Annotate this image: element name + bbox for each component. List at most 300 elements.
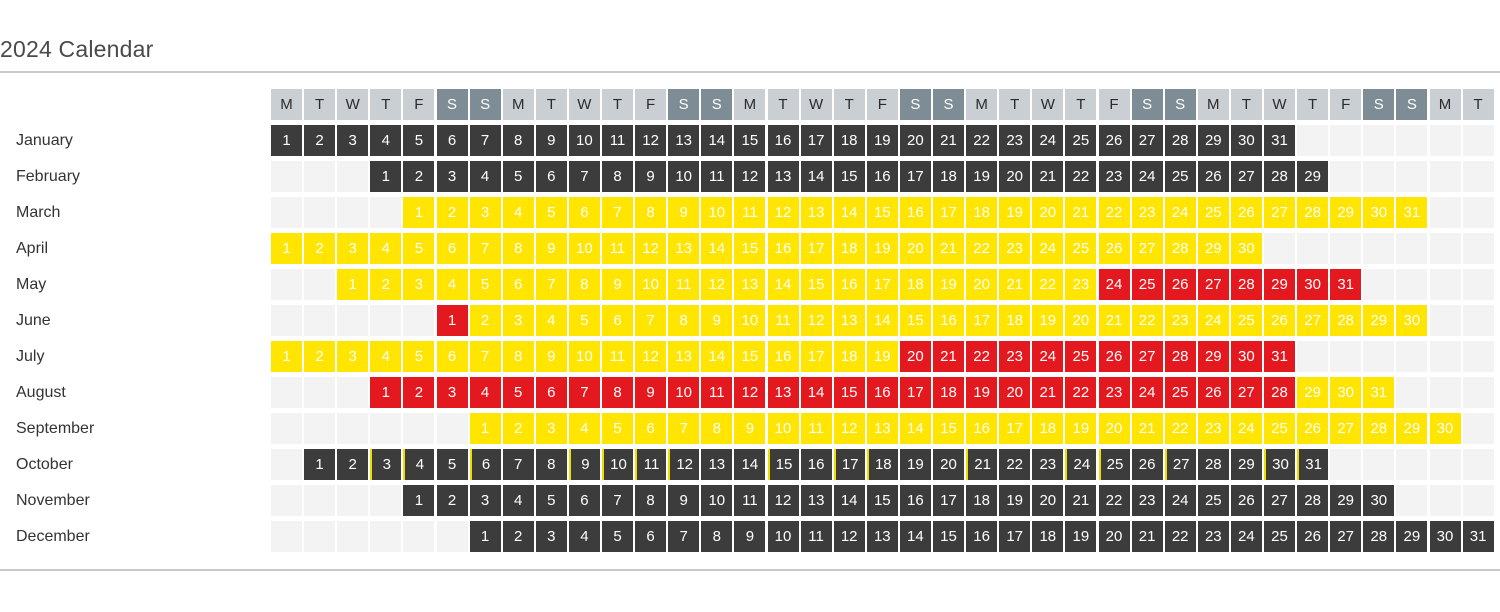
day-cell[interactable]: 18 xyxy=(966,485,997,516)
day-cell[interactable]: 8 xyxy=(503,233,534,264)
day-cell[interactable]: 10 xyxy=(569,125,600,156)
day-cell[interactable]: 25 xyxy=(1065,125,1096,156)
day-cell[interactable]: 6 xyxy=(536,377,567,408)
day-cell[interactable]: 16 xyxy=(867,161,898,192)
day-cell[interactable]: 7 xyxy=(536,269,567,300)
day-cell[interactable]: 6 xyxy=(503,269,534,300)
day-cell[interactable]: 12 xyxy=(635,125,666,156)
day-cell[interactable]: 16 xyxy=(933,305,964,336)
day-cell[interactable]: 18 xyxy=(1032,521,1063,552)
day-cell[interactable]: 20 xyxy=(1099,521,1130,552)
day-cell[interactable]: 25 xyxy=(1231,305,1262,336)
day-cell[interactable]: 10 xyxy=(701,485,732,516)
day-cell[interactable]: 6 xyxy=(437,233,468,264)
day-cell[interactable]: 16 xyxy=(801,449,832,480)
day-cell[interactable]: 20 xyxy=(1032,197,1063,228)
day-cell[interactable]: 23 xyxy=(1132,485,1163,516)
day-cell[interactable]: 21 xyxy=(1132,413,1163,444)
day-cell[interactable]: 11 xyxy=(602,125,633,156)
day-cell[interactable]: 15 xyxy=(734,341,765,372)
day-cell[interactable]: 9 xyxy=(536,125,567,156)
day-cell[interactable]: 15 xyxy=(867,485,898,516)
day-cell[interactable]: 7 xyxy=(569,161,600,192)
day-cell[interactable]: 28 xyxy=(1297,485,1328,516)
day-cell[interactable]: 30 xyxy=(1297,269,1328,300)
day-cell[interactable]: 13 xyxy=(668,233,699,264)
day-cell[interactable]: 11 xyxy=(602,233,633,264)
day-cell[interactable]: 23 xyxy=(1099,377,1130,408)
day-cell[interactable]: 5 xyxy=(536,485,567,516)
day-cell[interactable]: 21 xyxy=(1132,521,1163,552)
day-cell[interactable]: 23 xyxy=(1198,413,1229,444)
day-cell[interactable]: 27 xyxy=(1330,521,1361,552)
day-cell[interactable]: 8 xyxy=(701,413,732,444)
day-cell[interactable]: 8 xyxy=(503,341,534,372)
day-cell[interactable]: 18 xyxy=(867,449,898,480)
day-cell[interactable]: 12 xyxy=(834,521,865,552)
day-cell[interactable]: 5 xyxy=(503,161,534,192)
day-cell[interactable]: 23 xyxy=(1132,197,1163,228)
day-cell[interactable]: 4 xyxy=(569,413,600,444)
day-cell[interactable]: 9 xyxy=(734,413,765,444)
day-cell[interactable]: 14 xyxy=(867,305,898,336)
day-cell[interactable]: 17 xyxy=(867,269,898,300)
day-cell[interactable]: 23 xyxy=(999,233,1030,264)
day-cell[interactable]: 23 xyxy=(1099,161,1130,192)
day-cell[interactable]: 31 xyxy=(1264,125,1295,156)
day-cell[interactable]: 26 xyxy=(1099,125,1130,156)
day-cell[interactable]: 11 xyxy=(668,269,699,300)
day-cell[interactable]: 17 xyxy=(933,485,964,516)
day-cell[interactable]: 7 xyxy=(470,125,501,156)
day-cell[interactable]: 5 xyxy=(403,233,434,264)
day-cell[interactable]: 25 xyxy=(1165,377,1196,408)
day-cell[interactable]: 2 xyxy=(403,377,434,408)
day-cell[interactable]: 3 xyxy=(536,521,567,552)
day-cell[interactable]: 9 xyxy=(536,233,567,264)
day-cell[interactable]: 24 xyxy=(1099,269,1130,300)
day-cell[interactable]: 2 xyxy=(437,485,468,516)
day-cell[interactable]: 31 xyxy=(1330,269,1361,300)
day-cell[interactable]: 2 xyxy=(304,341,335,372)
day-cell[interactable]: 16 xyxy=(768,341,799,372)
day-cell[interactable]: 25 xyxy=(1099,449,1130,480)
day-cell[interactable]: 17 xyxy=(900,161,931,192)
day-cell[interactable]: 3 xyxy=(437,161,468,192)
day-cell[interactable]: 3 xyxy=(470,485,501,516)
day-cell[interactable]: 30 xyxy=(1396,305,1427,336)
day-cell[interactable]: 30 xyxy=(1363,197,1394,228)
day-cell[interactable]: 8 xyxy=(503,125,534,156)
day-cell[interactable]: 3 xyxy=(337,233,368,264)
day-cell[interactable]: 27 xyxy=(1231,377,1262,408)
day-cell[interactable]: 1 xyxy=(370,377,401,408)
day-cell[interactable]: 27 xyxy=(1132,233,1163,264)
day-cell[interactable]: 2 xyxy=(370,269,401,300)
day-cell[interactable]: 22 xyxy=(966,341,997,372)
day-cell[interactable]: 1 xyxy=(403,485,434,516)
day-cell[interactable]: 17 xyxy=(834,449,865,480)
day-cell[interactable]: 10 xyxy=(668,377,699,408)
day-cell[interactable]: 18 xyxy=(1032,413,1063,444)
day-cell[interactable]: 24 xyxy=(1065,449,1096,480)
day-cell[interactable]: 12 xyxy=(801,305,832,336)
day-cell[interactable]: 29 xyxy=(1330,197,1361,228)
day-cell[interactable]: 15 xyxy=(933,521,964,552)
day-cell[interactable]: 21 xyxy=(933,341,964,372)
day-cell[interactable]: 12 xyxy=(701,269,732,300)
day-cell[interactable]: 16 xyxy=(900,485,931,516)
day-cell[interactable]: 18 xyxy=(834,233,865,264)
day-cell[interactable]: 29 xyxy=(1297,377,1328,408)
day-cell[interactable]: 21 xyxy=(1065,485,1096,516)
day-cell[interactable]: 4 xyxy=(403,449,434,480)
day-cell[interactable]: 15 xyxy=(768,449,799,480)
day-cell[interactable]: 24 xyxy=(1231,413,1262,444)
day-cell[interactable]: 5 xyxy=(536,197,567,228)
day-cell[interactable]: 4 xyxy=(470,161,501,192)
day-cell[interactable]: 25 xyxy=(1065,233,1096,264)
day-cell[interactable]: 23 xyxy=(1065,269,1096,300)
day-cell[interactable]: 25 xyxy=(1264,413,1295,444)
day-cell[interactable]: 25 xyxy=(1264,521,1295,552)
day-cell[interactable]: 2 xyxy=(304,233,335,264)
day-cell[interactable]: 4 xyxy=(470,377,501,408)
day-cell[interactable]: 14 xyxy=(768,269,799,300)
day-cell[interactable]: 7 xyxy=(668,521,699,552)
day-cell[interactable]: 27 xyxy=(1198,269,1229,300)
day-cell[interactable]: 2 xyxy=(503,521,534,552)
day-cell[interactable]: 15 xyxy=(834,161,865,192)
day-cell[interactable]: 29 xyxy=(1198,125,1229,156)
day-cell[interactable]: 9 xyxy=(569,449,600,480)
day-cell[interactable]: 30 xyxy=(1330,377,1361,408)
day-cell[interactable]: 26 xyxy=(1231,197,1262,228)
day-cell[interactable]: 28 xyxy=(1264,161,1295,192)
day-cell[interactable]: 13 xyxy=(867,521,898,552)
day-cell[interactable]: 30 xyxy=(1264,449,1295,480)
day-cell[interactable]: 11 xyxy=(602,341,633,372)
day-cell[interactable]: 26 xyxy=(1297,413,1328,444)
day-cell[interactable]: 14 xyxy=(701,233,732,264)
day-cell[interactable]: 8 xyxy=(701,521,732,552)
day-cell[interactable]: 21 xyxy=(933,125,964,156)
day-cell[interactable]: 6 xyxy=(602,305,633,336)
day-cell[interactable]: 14 xyxy=(900,521,931,552)
day-cell[interactable]: 9 xyxy=(635,161,666,192)
day-cell[interactable]: 16 xyxy=(834,269,865,300)
day-cell[interactable]: 1 xyxy=(304,449,335,480)
day-cell[interactable]: 24 xyxy=(1032,341,1063,372)
day-cell[interactable]: 9 xyxy=(734,521,765,552)
day-cell[interactable]: 26 xyxy=(1297,521,1328,552)
day-cell[interactable]: 10 xyxy=(602,449,633,480)
day-cell[interactable]: 22 xyxy=(1165,413,1196,444)
day-cell[interactable]: 9 xyxy=(602,269,633,300)
day-cell[interactable]: 16 xyxy=(900,197,931,228)
day-cell[interactable]: 9 xyxy=(701,305,732,336)
day-cell[interactable]: 15 xyxy=(900,305,931,336)
day-cell[interactable]: 13 xyxy=(801,197,832,228)
day-cell[interactable]: 29 xyxy=(1363,305,1394,336)
day-cell[interactable]: 14 xyxy=(834,485,865,516)
day-cell[interactable]: 12 xyxy=(668,449,699,480)
day-cell[interactable]: 23 xyxy=(999,125,1030,156)
day-cell[interactable]: 31 xyxy=(1264,341,1295,372)
day-cell[interactable]: 20 xyxy=(900,341,931,372)
day-cell[interactable]: 1 xyxy=(470,521,501,552)
day-cell[interactable]: 28 xyxy=(1363,521,1394,552)
day-cell[interactable]: 3 xyxy=(337,125,368,156)
day-cell[interactable]: 18 xyxy=(900,269,931,300)
day-cell[interactable]: 19 xyxy=(867,125,898,156)
day-cell[interactable]: 10 xyxy=(569,341,600,372)
day-cell[interactable]: 16 xyxy=(768,125,799,156)
day-cell[interactable]: 17 xyxy=(801,341,832,372)
day-cell[interactable]: 21 xyxy=(933,233,964,264)
day-cell[interactable]: 24 xyxy=(1132,377,1163,408)
day-cell[interactable]: 26 xyxy=(1132,449,1163,480)
day-cell[interactable]: 22 xyxy=(1165,521,1196,552)
day-cell[interactable]: 28 xyxy=(1231,269,1262,300)
day-cell[interactable]: 20 xyxy=(1032,485,1063,516)
day-cell[interactable]: 27 xyxy=(1297,305,1328,336)
day-cell[interactable]: 4 xyxy=(503,197,534,228)
day-cell[interactable]: 7 xyxy=(503,449,534,480)
day-cell[interactable]: 25 xyxy=(1165,161,1196,192)
day-cell[interactable]: 8 xyxy=(668,305,699,336)
day-cell[interactable]: 7 xyxy=(602,197,633,228)
day-cell[interactable]: 27 xyxy=(1132,341,1163,372)
day-cell[interactable]: 29 xyxy=(1198,233,1229,264)
day-cell[interactable]: 6 xyxy=(437,125,468,156)
day-cell[interactable]: 27 xyxy=(1264,197,1295,228)
day-cell[interactable]: 7 xyxy=(470,233,501,264)
day-cell[interactable]: 19 xyxy=(999,197,1030,228)
day-cell[interactable]: 16 xyxy=(867,377,898,408)
day-cell[interactable]: 24 xyxy=(1132,161,1163,192)
day-cell[interactable]: 11 xyxy=(701,161,732,192)
day-cell[interactable]: 12 xyxy=(635,233,666,264)
day-cell[interactable]: 30 xyxy=(1430,521,1461,552)
day-cell[interactable]: 5 xyxy=(403,341,434,372)
day-cell[interactable]: 13 xyxy=(701,449,732,480)
day-cell[interactable]: 6 xyxy=(536,161,567,192)
day-cell[interactable]: 18 xyxy=(834,341,865,372)
day-cell[interactable]: 30 xyxy=(1363,485,1394,516)
day-cell[interactable]: 7 xyxy=(470,341,501,372)
day-cell[interactable]: 4 xyxy=(370,233,401,264)
day-cell[interactable]: 17 xyxy=(999,413,1030,444)
day-cell[interactable]: 5 xyxy=(602,413,633,444)
day-cell[interactable]: 2 xyxy=(470,305,501,336)
day-cell[interactable]: 24 xyxy=(1165,197,1196,228)
day-cell[interactable]: 26 xyxy=(1198,377,1229,408)
day-cell[interactable]: 5 xyxy=(437,449,468,480)
day-cell[interactable]: 22 xyxy=(999,449,1030,480)
day-cell[interactable]: 9 xyxy=(536,341,567,372)
day-cell[interactable]: 9 xyxy=(668,197,699,228)
day-cell[interactable]: 20 xyxy=(900,233,931,264)
day-cell[interactable]: 25 xyxy=(1198,197,1229,228)
day-cell[interactable]: 29 xyxy=(1198,341,1229,372)
day-cell[interactable]: 6 xyxy=(635,413,666,444)
day-cell[interactable]: 6 xyxy=(437,341,468,372)
day-cell[interactable]: 21 xyxy=(1032,161,1063,192)
day-cell[interactable]: 29 xyxy=(1297,161,1328,192)
day-cell[interactable]: 22 xyxy=(1099,197,1130,228)
day-cell[interactable]: 8 xyxy=(635,197,666,228)
day-cell[interactable]: 6 xyxy=(569,197,600,228)
day-cell[interactable]: 4 xyxy=(370,341,401,372)
day-cell[interactable]: 12 xyxy=(768,485,799,516)
day-cell[interactable]: 15 xyxy=(867,197,898,228)
day-cell[interactable]: 25 xyxy=(1132,269,1163,300)
day-cell[interactable]: 17 xyxy=(801,125,832,156)
day-cell[interactable]: 21 xyxy=(1099,305,1130,336)
day-cell[interactable]: 1 xyxy=(437,305,468,336)
day-cell[interactable]: 9 xyxy=(635,377,666,408)
day-cell[interactable]: 20 xyxy=(900,125,931,156)
day-cell[interactable]: 1 xyxy=(271,341,302,372)
day-cell[interactable]: 16 xyxy=(966,521,997,552)
day-cell[interactable]: 15 xyxy=(734,125,765,156)
day-cell[interactable]: 3 xyxy=(370,449,401,480)
day-cell[interactable]: 18 xyxy=(834,125,865,156)
day-cell[interactable]: 3 xyxy=(337,341,368,372)
day-cell[interactable]: 10 xyxy=(701,197,732,228)
day-cell[interactable]: 12 xyxy=(635,341,666,372)
day-cell[interactable]: 19 xyxy=(900,449,931,480)
day-cell[interactable]: 1 xyxy=(337,269,368,300)
day-cell[interactable]: 11 xyxy=(734,485,765,516)
day-cell[interactable]: 21 xyxy=(999,269,1030,300)
day-cell[interactable]: 6 xyxy=(470,449,501,480)
day-cell[interactable]: 19 xyxy=(1065,413,1096,444)
day-cell[interactable]: 4 xyxy=(569,521,600,552)
day-cell[interactable]: 28 xyxy=(1264,377,1295,408)
day-cell[interactable]: 5 xyxy=(602,521,633,552)
day-cell[interactable]: 10 xyxy=(569,233,600,264)
day-cell[interactable]: 30 xyxy=(1231,233,1262,264)
day-cell[interactable]: 26 xyxy=(1231,485,1262,516)
day-cell[interactable]: 12 xyxy=(834,413,865,444)
day-cell[interactable]: 21 xyxy=(966,449,997,480)
day-cell[interactable]: 15 xyxy=(734,233,765,264)
day-cell[interactable]: 15 xyxy=(933,413,964,444)
day-cell[interactable]: 18 xyxy=(933,377,964,408)
day-cell[interactable]: 30 xyxy=(1231,341,1262,372)
day-cell[interactable]: 8 xyxy=(569,269,600,300)
day-cell[interactable]: 13 xyxy=(768,161,799,192)
day-cell[interactable]: 17 xyxy=(966,305,997,336)
day-cell[interactable]: 19 xyxy=(933,269,964,300)
day-cell[interactable]: 1 xyxy=(370,161,401,192)
day-cell[interactable]: 28 xyxy=(1330,305,1361,336)
day-cell[interactable]: 22 xyxy=(1099,485,1130,516)
day-cell[interactable]: 18 xyxy=(966,197,997,228)
day-cell[interactable]: 23 xyxy=(1198,521,1229,552)
day-cell[interactable]: 24 xyxy=(1032,125,1063,156)
day-cell[interactable]: 15 xyxy=(834,377,865,408)
day-cell[interactable]: 9 xyxy=(668,485,699,516)
day-cell[interactable]: 24 xyxy=(1032,233,1063,264)
day-cell[interactable]: 18 xyxy=(933,161,964,192)
day-cell[interactable]: 12 xyxy=(734,377,765,408)
day-cell[interactable]: 28 xyxy=(1165,341,1196,372)
day-cell[interactable]: 21 xyxy=(1032,377,1063,408)
day-cell[interactable]: 24 xyxy=(1231,521,1262,552)
day-cell[interactable]: 24 xyxy=(1165,485,1196,516)
day-cell[interactable]: 27 xyxy=(1132,125,1163,156)
day-cell[interactable]: 3 xyxy=(437,377,468,408)
day-cell[interactable]: 20 xyxy=(999,161,1030,192)
day-cell[interactable]: 26 xyxy=(1198,161,1229,192)
day-cell[interactable]: 24 xyxy=(1198,305,1229,336)
day-cell[interactable]: 1 xyxy=(470,413,501,444)
day-cell[interactable]: 14 xyxy=(801,161,832,192)
day-cell[interactable]: 29 xyxy=(1396,521,1427,552)
day-cell[interactable]: 15 xyxy=(801,269,832,300)
day-cell[interactable]: 20 xyxy=(966,269,997,300)
day-cell[interactable]: 28 xyxy=(1363,413,1394,444)
day-cell[interactable]: 3 xyxy=(503,305,534,336)
day-cell[interactable]: 2 xyxy=(403,161,434,192)
day-cell[interactable]: 13 xyxy=(801,485,832,516)
day-cell[interactable]: 13 xyxy=(668,125,699,156)
day-cell[interactable]: 14 xyxy=(801,377,832,408)
day-cell[interactable]: 11 xyxy=(734,197,765,228)
day-cell[interactable]: 3 xyxy=(403,269,434,300)
day-cell[interactable]: 1 xyxy=(271,233,302,264)
day-cell[interactable]: 12 xyxy=(734,161,765,192)
day-cell[interactable]: 5 xyxy=(569,305,600,336)
day-cell[interactable]: 20 xyxy=(933,449,964,480)
day-cell[interactable]: 22 xyxy=(966,233,997,264)
day-cell[interactable]: 2 xyxy=(503,413,534,444)
day-cell[interactable]: 28 xyxy=(1297,197,1328,228)
day-cell[interactable]: 19 xyxy=(966,377,997,408)
day-cell[interactable]: 21 xyxy=(1065,197,1096,228)
day-cell[interactable]: 8 xyxy=(536,449,567,480)
day-cell[interactable]: 19 xyxy=(999,485,1030,516)
day-cell[interactable]: 14 xyxy=(701,341,732,372)
day-cell[interactable]: 14 xyxy=(900,413,931,444)
day-cell[interactable]: 10 xyxy=(668,161,699,192)
day-cell[interactable]: 14 xyxy=(734,449,765,480)
day-cell[interactable]: 10 xyxy=(734,305,765,336)
day-cell[interactable]: 17 xyxy=(999,521,1030,552)
day-cell[interactable]: 1 xyxy=(403,197,434,228)
day-cell[interactable]: 3 xyxy=(470,197,501,228)
day-cell[interactable]: 19 xyxy=(867,341,898,372)
day-cell[interactable]: 13 xyxy=(768,377,799,408)
day-cell[interactable]: 29 xyxy=(1396,413,1427,444)
day-cell[interactable]: 1 xyxy=(271,125,302,156)
day-cell[interactable]: 20 xyxy=(1099,413,1130,444)
day-cell[interactable]: 4 xyxy=(437,269,468,300)
day-cell[interactable]: 30 xyxy=(1231,125,1262,156)
day-cell[interactable]: 7 xyxy=(635,305,666,336)
day-cell[interactable]: 11 xyxy=(701,377,732,408)
day-cell[interactable]: 25 xyxy=(1198,485,1229,516)
day-cell[interactable]: 26 xyxy=(1099,341,1130,372)
day-cell[interactable]: 27 xyxy=(1330,413,1361,444)
day-cell[interactable]: 20 xyxy=(1065,305,1096,336)
day-cell[interactable]: 11 xyxy=(801,413,832,444)
day-cell[interactable]: 29 xyxy=(1231,449,1262,480)
day-cell[interactable]: 29 xyxy=(1330,485,1361,516)
